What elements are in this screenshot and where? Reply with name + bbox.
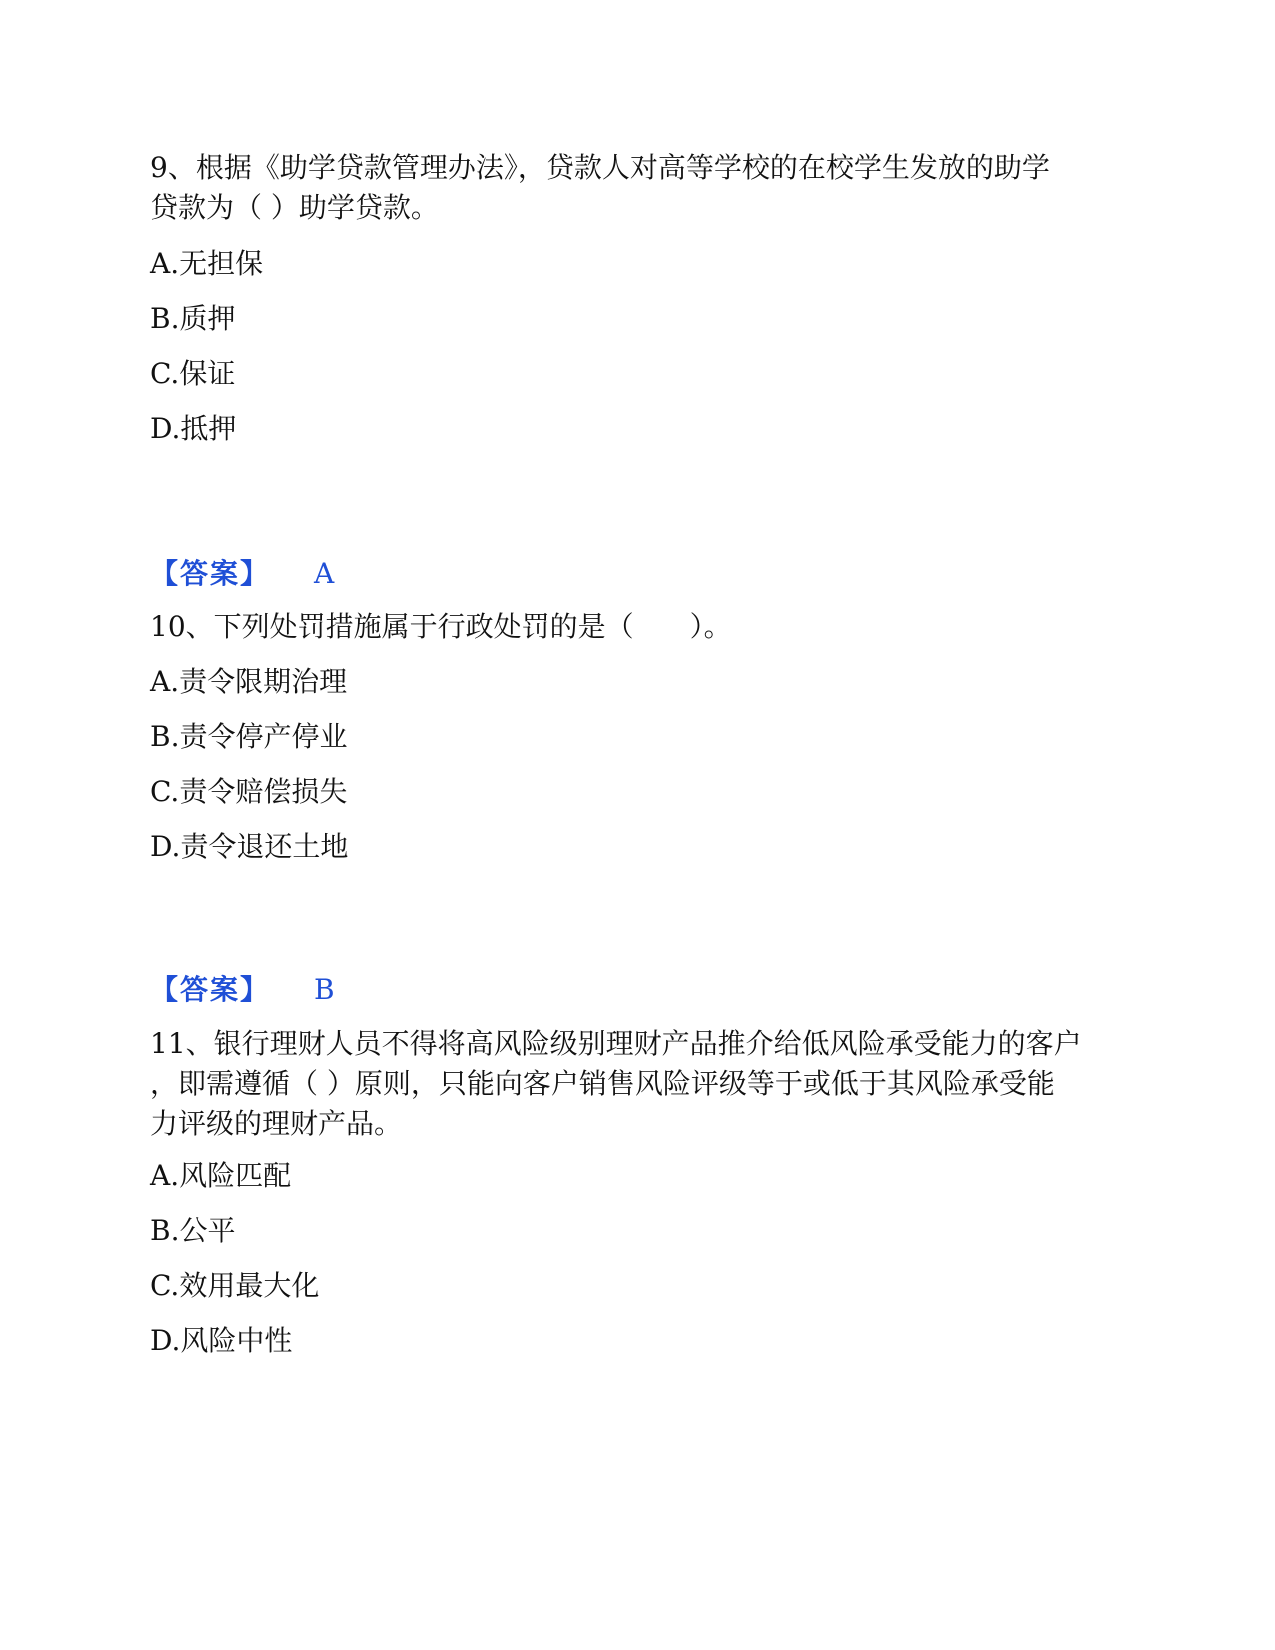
question-11-stem-line-3: 力评级的理财产品。	[150, 1107, 403, 1140]
question-10-stem-line-1: 10、下列处罚措施属于行政处罚的是（ ）。	[150, 610, 732, 643]
question-10-option-d: D.责令退还土地	[150, 830, 349, 863]
question-10-option-b: B.责令停产停业	[150, 720, 348, 753]
question-9-option-b: B.质押	[150, 302, 236, 335]
question-9-option-d: D.抵押	[150, 412, 237, 445]
answer-value: A	[314, 557, 335, 590]
answer-label: 【答案】	[150, 973, 271, 1006]
answer-value: B	[314, 973, 335, 1006]
question-9-option-a: A.无担保	[150, 247, 264, 280]
question-9-option-c: C.保证	[150, 357, 236, 390]
question-11-option-a: A.风险匹配	[150, 1159, 292, 1192]
question-10-answer	[150, 970, 335, 1010]
question-9-stem-line-1: 9、根据《助学贷款管理办法》，贷款人对高等学校的在校学生发放的助学	[150, 151, 1050, 184]
question-11-option-b: B.公平	[150, 1214, 236, 1247]
question-9-stem-line-2: 贷款为（ ）助学贷款。	[150, 191, 439, 224]
question-11-option-d: D.风险中性	[150, 1324, 293, 1357]
question-11-stem-line-2: ，即需遵循（ ）原则，只能向客户销售风险评级等于或低于其风险承受能	[150, 1067, 1055, 1100]
question-10-option-c: C.责令赔偿损失	[150, 775, 348, 808]
answer-label: 【答案】	[150, 557, 271, 590]
question-11-option-c: C.效用最大化	[150, 1269, 320, 1302]
question-11-stem-line-1: 11、银行理财人员不得将高风险级别理财产品推介给低风险承受能力的客户	[150, 1027, 1082, 1060]
question-9-answer	[150, 554, 334, 594]
question-10-option-a: A.责令限期治理	[150, 665, 348, 698]
